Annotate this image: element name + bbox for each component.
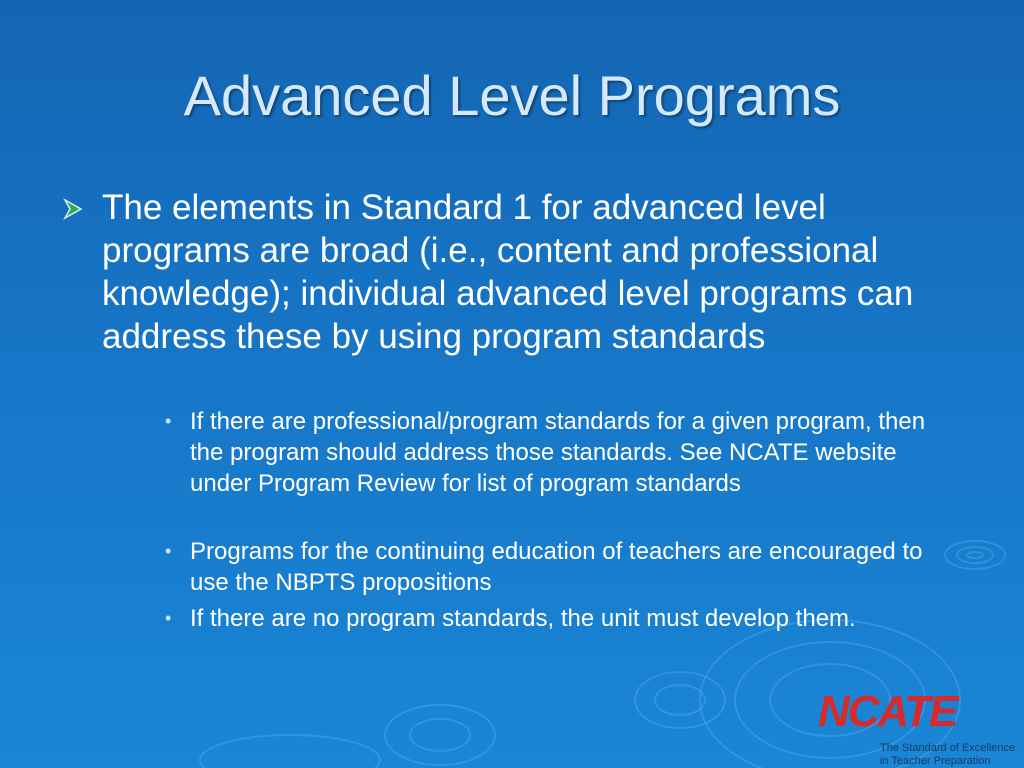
ncate-wordmark: NCATE [818,687,957,736]
sub-bullet-text: Programs for the continuing education of teachers are encouraged to use the NBPTS propositions [190,538,923,596]
arrow-bullet-icon [62,198,84,220]
dot-bullet-icon: • [165,541,172,561]
logo-tagline: in Teacher Preparation [880,755,991,767]
dot-bullet-icon: • [165,608,172,628]
main-bullet-text: The elements in Standard 1 for advanced level programs are broad (i.e., content and professional knowledge); individual advanced level programs can address these by using program standards [102,188,914,356]
ncate-logo [818,688,1024,768]
logo-tagline: The Standard of Excellence [880,742,1016,754]
sub-bullet-text: If there are no program standards, the unit must develop them. [190,605,856,632]
sub-bullet-text: If there are professional/program standards for a given program, then the program should address those standards. See NCATE website under Program Review for list of program standards [190,408,926,497]
slide-title: Advanced Level Programs [183,64,841,127]
dot-bullet-icon: • [165,411,172,431]
